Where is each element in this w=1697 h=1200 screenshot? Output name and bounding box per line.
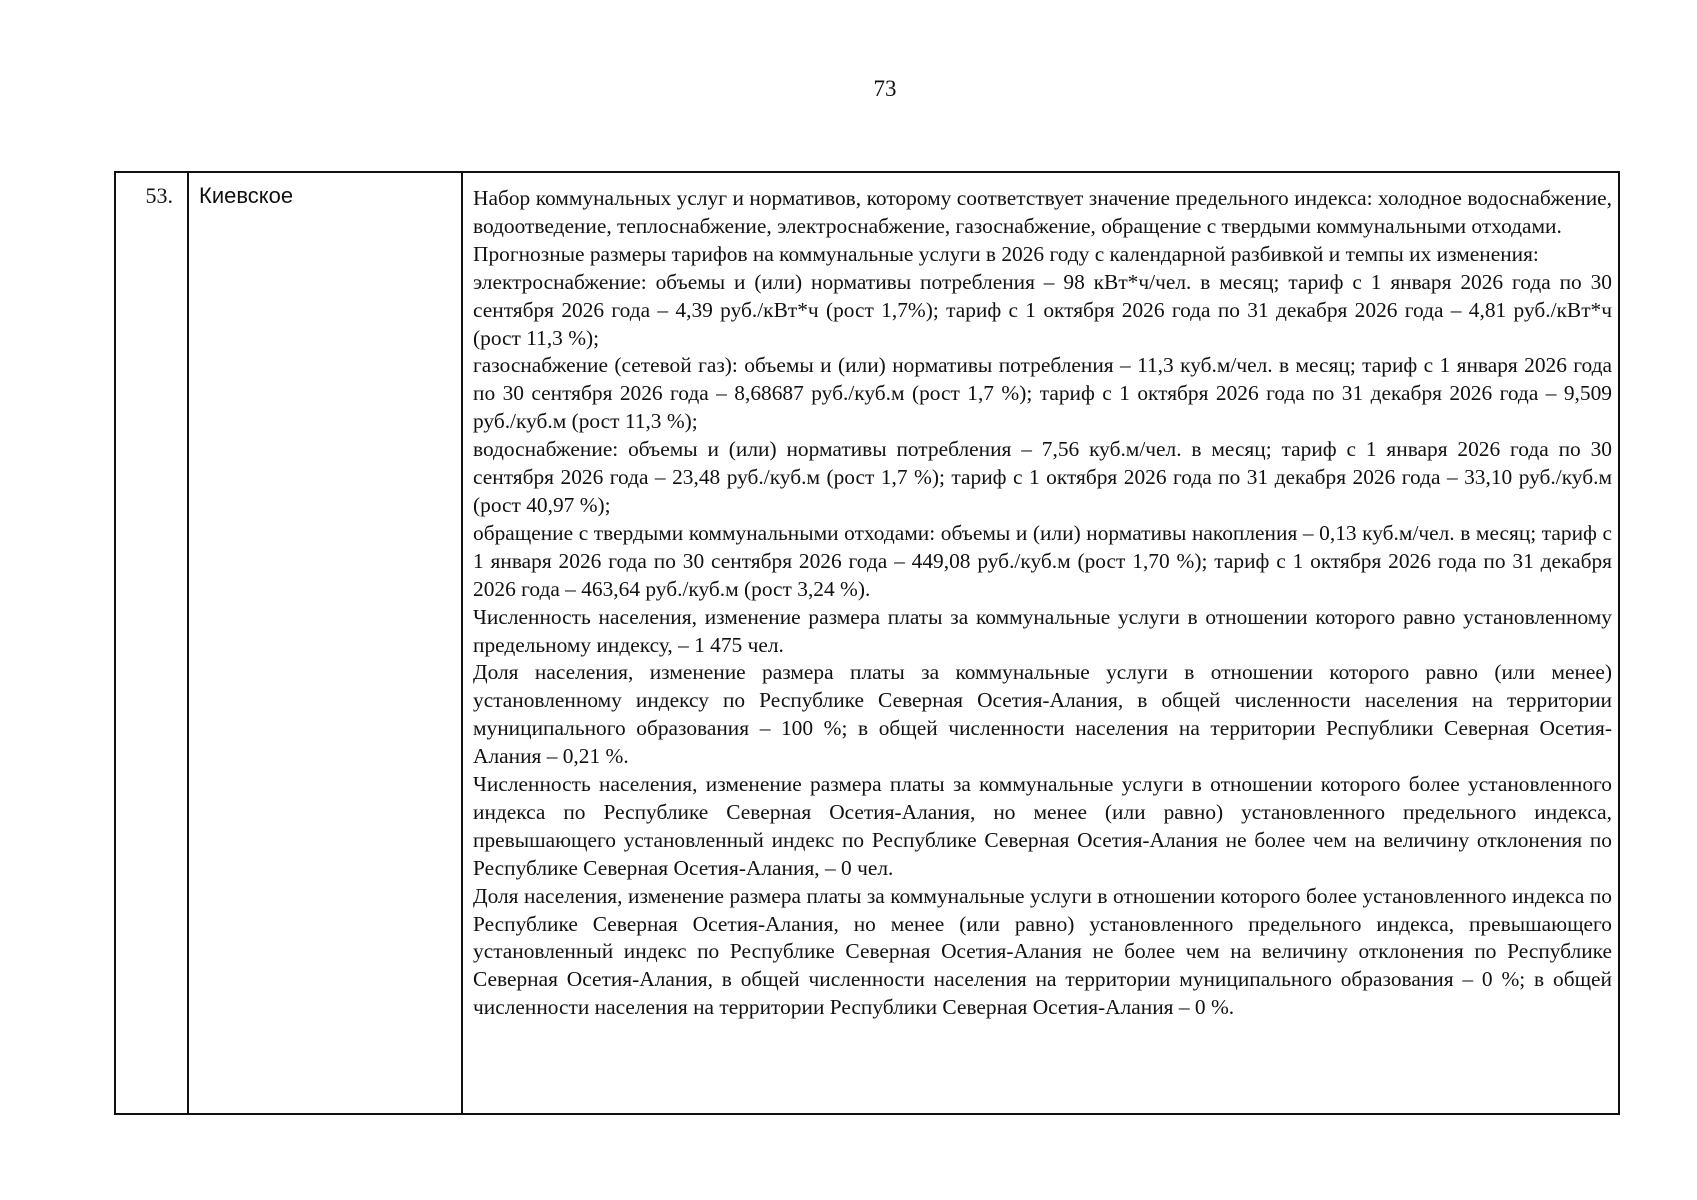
population-above-count-paragraph: Численность населения, изменение размера платы за коммунальные услуги в отношении которого более установленного индекса по Республике Северная Осетия-Алания, но менее (или равно) установленного предельного индекса, превышающего установленный индекс по Республике Северная Осетия-Алания не более чем на величину отклонения по Республике Северная Осетия-Алания, – 0 чел. [473,772,1612,880]
electricity-paragraph: электроснабжение: объемы и (или) нормативы потребления – 98 кВт*ч/чел. в месяц; тариф с 1 января 2026 года по 30 сентября 2026 года – 4,39 руб./кВт*ч (рост 1,7%); тариф с 1 октября 2026 года по 31 декабря 2026 года – 4,81 руб./кВт*ч (рост 11,3 %); [473,269,1612,350]
table-row [115,172,1619,1114]
tariffs-intro-paragraph: Прогнозные размеры тарифов на коммунальные услуги в 2026 году с календарной разбивкой и темпы их изменения: [473,241,1539,266]
services-set-paragraph: Набор коммунальных услуг и нормативов, которому соответствует значение предельного индекса: холодное водоснабжение, водоотведение, теплоснабжение, электроснабжение, газоснабжение, обращение с твердыми коммунальными отходами. [473,186,1612,238]
description-cell [462,172,1619,1114]
tariff-table [114,171,1620,1115]
gas-paragraph: газоснабжение (сетевой газ): объемы и (или) нормативы потребления – 11,3 куб.м/чел. в месяц; тариф с 1 января 2026 года по 30 сентября 2026 года – 8,68687 руб./куб.м (рост 1,7 %); тариф с 1 октября 2026 года по 31 декабря 2026 года – 9,509 руб./куб.м (рост 11,3 %); [473,353,1612,434]
row-number: 53. [115,172,188,1114]
population-above-share-paragraph: Доля населения, изменение размера платы за коммунальные услуги в отношении которого более установленного индекса по Республике Северная Осетия-Алания, но менее (или равно) установленного предельного индекса, превышающего установленный индекс по Республике Северная Осетия-Алания не более чем на величину отклонения по Республике Северная Осетия-Алания, в общей численности населения на территории муниципального образования – 0 %; в общей численности населения на территории Республики Северная Осетия-Алания – 0 %. [473,883,1612,1020]
municipality-name: Киевское [188,172,462,1114]
water-paragraph: водоснабжение: объемы и (или) нормативы потребления – 7,56 куб.м/чел. в месяц; тариф с 1 января 2026 года по 30 сентября 2026 года – 23,48 руб./куб.м (рост 1,7 %); тариф с 1 октября 2026 года по 31 декабря 2026 года – 33,10 руб./куб.м (рост 40,97 %); [473,437,1612,517]
population-count-paragraph: Численность населения, изменение размера платы за коммунальные услуги в отношении которого равно установленному предельному индексу, – 1 475 чел. [473,604,1612,657]
page-number: 73 [873,76,897,101]
waste-paragraph: обращение с твердыми коммунальными отходами: объемы и (или) нормативы накопления – 0,13 куб.м/чел. в месяц; тариф с 1 января 2026 года по 30 сентября 2026 года – 449,08 руб./куб.м (рост 1,70 %); тариф с 1 октября 2026 года по 31 декабря 2026 года – 463,64 руб./куб.м (рост 3,24 %). [473,520,1612,601]
population-share-paragraph: Доля населения, изменение размера платы за коммунальные услуги в отношении которого равно (или менее) установленному индексу по Республике Северная Осетия-Алания, в общей численности населения на территории муниципального образования – 100 %; в общей численности населения на территории Республики Северная Осетия-Алания – 0,21 %. [473,660,1612,769]
